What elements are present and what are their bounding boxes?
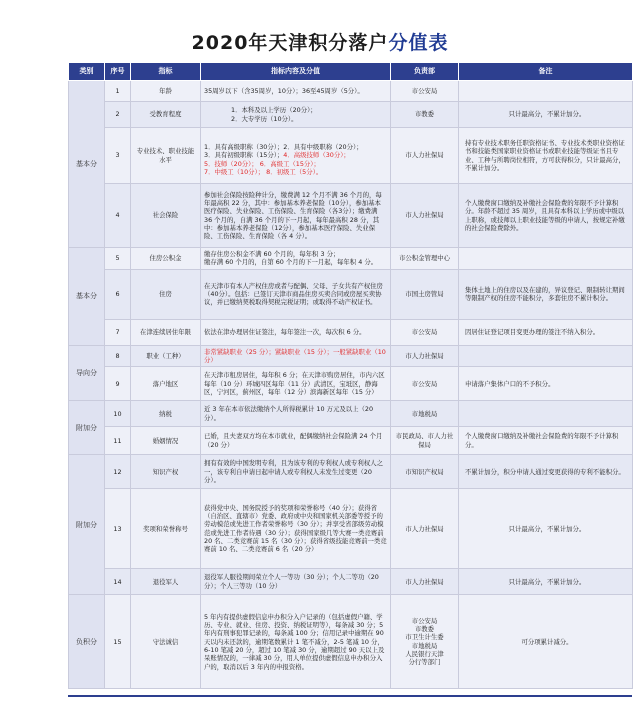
header-indicator: 指标: [131, 63, 201, 81]
row-note: 个人缴费窗口缴纳及补缴社会保险费的年限不予计算积分。: [459, 427, 633, 455]
title-highlight: 分值表: [388, 32, 449, 54]
row-content: 在天津市有本人产权住房或者与配偶、父母、子女共有产权住房（40分）。包括：已签订天津市商品住房买卖合同或房屋买卖协议，并已缴纳契税取得契税完税证明；或取得不动产权证书。: [201, 269, 391, 319]
table-row: [69, 128, 633, 184]
row-department: 市人力社保局: [391, 184, 459, 248]
content-part-red1: 4．高级技师（30分）；: [283, 151, 350, 160]
row-department: 市人力社保局: [391, 489, 459, 569]
table-row: [69, 367, 633, 401]
row-indicator: 知识产权: [131, 455, 201, 489]
row-number: 10: [105, 401, 131, 427]
row-note: 个人缴费窗口缴纳及补缴社会保险费的年限不予计算积分。年龄不超过 35 周岁，且具有本科以上学历或中级以上职称，或技师以上职业技能等级的申请人，按规定补缴的社会保险费除外。: [459, 184, 633, 248]
row-note: 只计最高分，不累计加分。: [459, 102, 633, 128]
row-number: 14: [105, 569, 131, 595]
table-header-row: [69, 63, 633, 81]
row-department: 市人力社保局: [391, 128, 459, 184]
table-row: [69, 427, 633, 455]
row-indicator: 纳税: [131, 401, 201, 427]
row-indicator: 住房公积金: [131, 248, 201, 270]
category-basic-2: 基本分: [69, 248, 105, 346]
bottom-divider: [68, 695, 632, 697]
row-number: 13: [105, 489, 131, 569]
row-content: 近 3 年在本市依法缴纳个人所得税累计 10 万元及以上（20 分）。: [201, 401, 391, 427]
row-note: [459, 248, 633, 270]
table-row: [69, 81, 633, 102]
row-indicator: 专业技术、职业技能水平: [131, 128, 201, 184]
row-indicator: 在津连续居住年限: [131, 319, 201, 345]
row-content: 获得党中央、国务院授予的奖项和荣誉称号（40 分）；获得省（自治区、直辖市）党委、政府或中央和国家机关部委等授予的劳动模范或先进工作者荣誉称号（30 分）；并享受省部级劳动模范或先进工作者待遇（30 分）；获得国家级几等大赛一类竞赛前 20 名、二类竞赛前 15 名（30 分）；获得省级技能竞赛前一类竞赛前 10 名、二类竞赛前 6 名（20 分）: [201, 489, 391, 569]
header-department: 负责部: [391, 63, 459, 81]
row-note: 不累计加分，积分申请人通过变更获得的专利不能积分。: [459, 455, 633, 489]
header-category: 类别: [69, 63, 105, 81]
header-number: 序号: [105, 63, 131, 81]
row-department: 市公安局 市教委 市卫生计生委 市地税局 人民银行天津 分行等部门: [391, 595, 459, 689]
row-number: 3: [105, 128, 131, 184]
row-indicator: 社会保险: [131, 184, 201, 248]
row-note: 持有专业技术职务任职资格证书、专业技术类职业资格证书和技能类国家职业资格证书或职业技能等级证书且专业、工种与所聘岗位相符，方可获得积分，只计最高分，不累计加分。: [459, 128, 633, 184]
header-remarks: 备注: [459, 63, 633, 81]
row-department: 市公积金管理中心: [391, 248, 459, 270]
row-note: 因居住证登记项目变更办理的签注不纳入积分。: [459, 319, 633, 345]
row-note: 只计最高分，不累计加分。: [459, 489, 633, 569]
title-prefix: 2020年天津积分落户: [191, 32, 389, 54]
row-note: 只计最高分，不累计加分。: [459, 569, 633, 595]
row-indicator: 落户地区: [131, 367, 201, 401]
table-row: [69, 455, 633, 489]
page-title: [0, 28, 640, 55]
row-number: 9: [105, 367, 131, 401]
row-number: 5: [105, 248, 131, 270]
table-row: [69, 401, 633, 427]
table-row: [69, 319, 633, 345]
row-note: 可分项累计减分。: [459, 595, 633, 689]
row-content: 1．本科及以上学历（20分）； 2．大专学历（10分）。: [201, 102, 391, 128]
category-negative: 负积分: [69, 595, 105, 689]
row-content: 在天津市租房居住，每年积 6 分；在天津市购房居住，市内六区每年（10 分）环城四区每年（11 分）武清区，宝坻区，静海区，宁河区，蓟州区，每年（12 分）滨海新区每年（15 分）: [201, 367, 391, 401]
row-indicator: 年龄: [131, 81, 201, 102]
row-department: 市民政局、市人力社保局: [391, 427, 459, 455]
row-number: 7: [105, 319, 131, 345]
table-row: [69, 489, 633, 569]
table-row: [69, 248, 633, 270]
row-department: 市国土房管局: [391, 269, 459, 319]
row-content: 5 年内有提供虚假信息申办积分入户记录的（包括虚假户籍、学历、专业、就业、住房、投资、纳税证明等），每条减 30 分；5 年内有刑事犯罪记录的，每条减 100 分；信用记录中逾期在 90 天以内未还款的，逾期笔数累计 1 笔不减分，2-5 笔减 10 分，6-10 笔减 20 分，超过 10 笔减 30 分，逾期超过 90 天以上及呆账情况的，一律减 30 分，用人单位提供虚假信息申办积分入户的，取消以后 3 年内的申报资格。: [201, 595, 391, 689]
row-content: 已婚，且夫妻双方均在本市就业，配偶缴纳社会保险满 24 个月（20 分）: [201, 427, 391, 455]
row-number: 6: [105, 269, 131, 319]
table-row: [69, 345, 633, 367]
content-part-a: 1．具有高级职称（30分）；2．具有中级职称（20分）； 3．具有初级职称（15分）；: [204, 143, 363, 160]
row-content: 拥有有效的中国发明专利，且为该专利的专利权人或专利权人之一，该专利自申请日起申请人或专利权人未发生过变更（20 分）。: [201, 455, 391, 489]
row-indicator: 住房: [131, 269, 201, 319]
row-content: [201, 128, 391, 184]
header-content: 指标内容及分值: [201, 63, 391, 81]
table-row: [69, 569, 633, 595]
row-note: [459, 81, 633, 102]
category-bonus-2: 附加分: [69, 455, 105, 595]
row-indicator: 守法诚信: [131, 595, 201, 689]
row-indicator: 婚姻情况: [131, 427, 201, 455]
table-row: [69, 184, 633, 248]
row-content: 非常紧缺职业（25 分）；紧缺职业（15 分）；一般紧缺职业（10分）: [201, 345, 391, 367]
row-indicator: 奖项和荣誉称号: [131, 489, 201, 569]
row-department: 市公安局: [391, 319, 459, 345]
row-number: 11: [105, 427, 131, 455]
row-number: 12: [105, 455, 131, 489]
category-guide: 导向分: [69, 345, 105, 401]
score-table: [68, 62, 633, 689]
row-number: 15: [105, 595, 131, 689]
row-note: 申请落户集体户口的不予积分。: [459, 367, 633, 401]
row-number: 1: [105, 81, 131, 102]
row-content: 退役军人服役期间荣立个人一等功（30 分）；个人二等功（20 分）；个人三等功（10 分）: [201, 569, 391, 595]
row-number: 8: [105, 345, 131, 367]
row-number: 4: [105, 184, 131, 248]
table-row: [69, 269, 633, 319]
row-note: 集体土地上的住房以及在建的，异议登记、限制转让期间等限制产权的住房不能积分，多套住房不累计积分。: [459, 269, 633, 319]
row-content: 缴存住房公积金不满 60 个月的，每年积 3 分； 缴存满 60 个月的，自第 60 个月的下一月起，每年积 4 分。: [201, 248, 391, 270]
row-content: 参加社会保险按险种计分，缴费满 12 个月不满 36 个月的，每年最高积 22 分，其中：参加基本养老保险（10分），参加基本医疗保险、失业保险、工伤保险、生育保险（各3分）；缴费满 36 个月的，自满 36 个月的下一月起，每年最高积 28 分，其中：参加基本养老保险（12分），参加基本医疗保险、失业保险、工伤保险、生育保险（各 4 分）。: [201, 184, 391, 248]
row-number: 2: [105, 102, 131, 128]
table-row: [69, 595, 633, 689]
row-content: 35周岁以下（含35周岁，10分）；36至45周岁（5分）。: [201, 81, 391, 102]
row-department: 市人力社保局: [391, 345, 459, 367]
row-indicator: 受教育程度: [131, 102, 201, 128]
content-part-red2: 5．技师（20分）； 6．高级工（15分）； 7．中级工（10分）； 8．初级工（5分）。: [204, 159, 323, 176]
row-department: 市公安局: [391, 367, 459, 401]
row-indicator: 退役军人: [131, 569, 201, 595]
row-content: 依法在津办理居住证签注，每年签注一次，每次积 6 分。: [201, 319, 391, 345]
row-department: 市人力社保局: [391, 569, 459, 595]
category-basic: 基本分: [69, 81, 105, 248]
row-indicator: 职业（工种）: [131, 345, 201, 367]
category-bonus: 附加分: [69, 401, 105, 455]
row-department: 市知识产权局: [391, 455, 459, 489]
row-department: 市公安局: [391, 81, 459, 102]
table-row: [69, 102, 633, 128]
row-department: 市地税局: [391, 401, 459, 427]
row-department: 市教委: [391, 102, 459, 128]
row-note: [459, 401, 633, 427]
row-note: [459, 345, 633, 367]
